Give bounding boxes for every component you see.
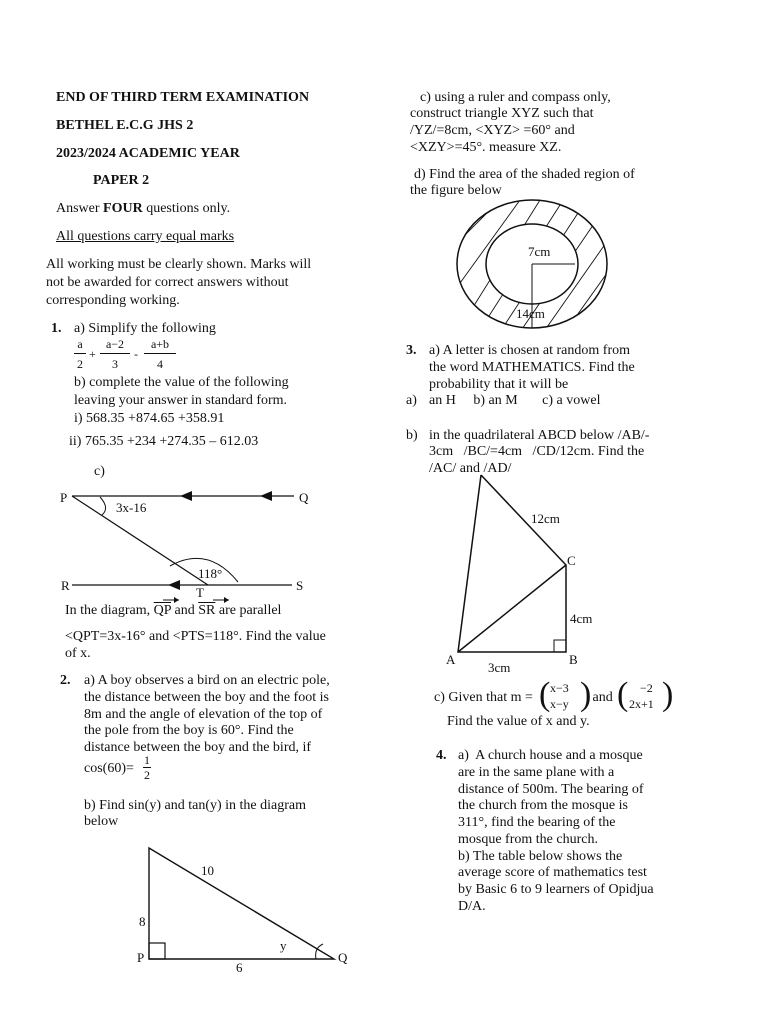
q1-c-suffix: are parallel: [215, 603, 282, 618]
q3-b-label: b): [406, 428, 418, 443]
q3-b-line-1: in the quadrilateral ABCD below /AB/-: [429, 428, 650, 443]
q4-a-line-2: are in the same plane with a: [458, 765, 615, 780]
right-angle-b: [554, 640, 566, 652]
q4-a-line-3: distance of 500m. The bearing of: [458, 782, 644, 797]
q3-a-line-3: probability that it will be: [429, 377, 569, 392]
d-line-2: the figure below: [410, 183, 502, 198]
label-bc: 4cm: [570, 611, 593, 626]
frac3-den: 4: [157, 357, 163, 371]
diagonal-ac: [458, 565, 566, 652]
q4-b-line-4: D/A.: [458, 899, 486, 914]
q2-a-line-4: the pole from the boy is 60°. Find the: [84, 723, 294, 738]
q1-c-sr: $\overline{SR}$: [198, 603, 216, 618]
q1-b-line-2: leaving your answer in standard form.: [74, 393, 288, 408]
q3-c-prefix: c) Given that m =: [434, 690, 533, 705]
cos-num: 1: [144, 753, 150, 767]
frac2-num: a−2: [105, 337, 125, 351]
op-minus: -: [134, 347, 138, 361]
working-line-3: corresponding working.: [46, 293, 180, 308]
paper-number: PAPER 2: [93, 173, 150, 188]
label-outer-radius: 14cm: [516, 306, 545, 321]
label-angle-y: y: [280, 938, 287, 953]
quad-outline: [458, 475, 566, 652]
m2-left-paren: (: [617, 676, 629, 713]
q3-b-line-3: /AC/ and /AD/: [429, 461, 512, 476]
label-a: A: [446, 652, 456, 667]
q3-number: 3.: [406, 343, 417, 358]
label-t: T: [196, 585, 204, 600]
q1-c-line-2: <QPT=3x-16° and <PTS=118°. Find the value: [65, 629, 326, 644]
q1-c-and: and: [171, 603, 199, 618]
q3-c-find: Find the value of x and y.: [447, 714, 590, 729]
working-line-1: All working must be clearly shown. Marks will: [46, 257, 312, 272]
q1-number: 1.: [51, 321, 62, 336]
cos-den: 2: [144, 768, 150, 782]
d-line-1: d) Find the area of the shaded region of: [414, 167, 635, 182]
answer-suffix: questions only.: [142, 201, 231, 216]
instructions-marks: All questions carry equal marks: [56, 229, 235, 244]
label-tri-q: Q: [338, 950, 348, 965]
answer-prefix: Answer: [56, 201, 104, 216]
label-b: B: [569, 652, 578, 667]
q3-a-line-2: the word MATHEMATICS. Find the: [429, 360, 635, 375]
frac2-den: 3: [112, 357, 118, 371]
frac1-num: a: [77, 337, 83, 351]
label-inner-radius: 7cm: [528, 244, 551, 259]
label-base: 6: [236, 960, 243, 975]
q2-b-line-1: b) Find sin(y) and tan(y) in the diagram: [84, 798, 307, 813]
c-line-3: /YZ/=8cm, <XYZ> =60° and: [410, 123, 575, 138]
q3-b-line-2: 3cm /BC/=4cm /CD/12cm. Find the: [429, 444, 645, 459]
answer-count: FOUR: [103, 201, 143, 216]
m1-bottom: x−y: [550, 697, 569, 711]
label-p: P: [60, 490, 68, 505]
q2-b-line-2: below: [84, 814, 119, 829]
q4-b-line-1: b) The table below shows the: [458, 849, 623, 864]
frac1-den: 2: [77, 357, 83, 371]
q4-b-line-3: by Basic 6 to 9 learners of Opidjua: [458, 882, 654, 897]
q1-c-qp: $\overline{QP}$: [153, 603, 172, 618]
angle-label-3x: 3x-16: [116, 500, 147, 515]
q2-a-line-5: distance between the boy and the bird, if: [84, 740, 312, 755]
q1-b-ii: ii) 765.35 +234 +274.35 – 612.03: [69, 434, 259, 449]
q3-c-and: and: [589, 690, 617, 705]
q2-number: 2.: [60, 673, 71, 688]
q1-c-line-3: of x.: [65, 646, 91, 661]
q4-a-line-4: the church from the mosque is: [458, 798, 628, 813]
label-s: S: [296, 578, 304, 593]
q1-c-prefix: In the diagram,: [65, 603, 154, 618]
q1-c-label: c): [94, 464, 105, 479]
label-q: Q: [299, 490, 309, 505]
academic-year: 2023/2024 ACADEMIC YEAR: [56, 146, 240, 161]
label-hyp: 10: [201, 863, 214, 878]
q4-a-line-6: mosque from the church.: [458, 832, 598, 847]
q4-b-line-2: average score of mathematics test: [458, 865, 647, 880]
q4-a-line-1: a) A church house and a mosque: [458, 748, 643, 763]
q2-a-line-3: 8m and the angle of elevation of the top of: [84, 707, 323, 722]
m1-top: x−3: [550, 681, 569, 695]
m1-right-paren: ): [580, 676, 592, 713]
label-ab: 3cm: [488, 660, 511, 675]
q4-number: 4.: [436, 748, 447, 763]
m2-bottom: 2x+1: [629, 697, 654, 711]
q3-a-options: an H b) an M c) a vowel: [429, 393, 601, 408]
label-cd: 12cm: [531, 511, 560, 526]
q3-a-opts-label: a): [406, 393, 417, 408]
school-name: BETHEL E.C.G JHS 2: [56, 118, 194, 133]
working-line-2: not be awarded for correct answers without: [46, 275, 289, 290]
m1-left-paren: (: [539, 676, 551, 713]
op-plus: +: [89, 347, 96, 361]
q2-a-line-2: the distance between the boy and the foot is: [84, 690, 329, 705]
q1-b-line-1: b) complete the value of the following: [74, 375, 289, 390]
c-line-2: construct triangle XYZ such that: [410, 106, 594, 121]
label-c: C: [567, 553, 576, 568]
c-line-4: <XZY>=45°. measure XZ.: [410, 140, 562, 155]
c-line-1: c) using a ruler and compass only,: [420, 90, 611, 105]
label-side: 8: [139, 914, 146, 929]
q3-a-line-1: a) A letter is chosen at random from: [429, 343, 630, 358]
label-tri-p: P: [137, 950, 145, 965]
q1-a-text: a) Simplify the following: [74, 321, 216, 336]
q1-b-i: i) 568.35 +874.65 +358.91: [74, 411, 225, 426]
exam-title: END OF THIRD TERM EXAMINATION: [56, 90, 310, 105]
frac3-num: a+b: [150, 337, 170, 351]
q2-cos-prefix: cos(60)=: [84, 761, 134, 776]
q4-a-line-5: 311°, find the bearing of the: [458, 815, 616, 830]
m2-right-paren: ): [662, 676, 674, 713]
q2-a-line-1: a) A boy observes a bird on an electric pole,: [84, 673, 330, 688]
label-r: R: [61, 578, 70, 593]
m2-top: −2: [640, 681, 653, 695]
angle-label-118: 118°: [198, 566, 223, 581]
